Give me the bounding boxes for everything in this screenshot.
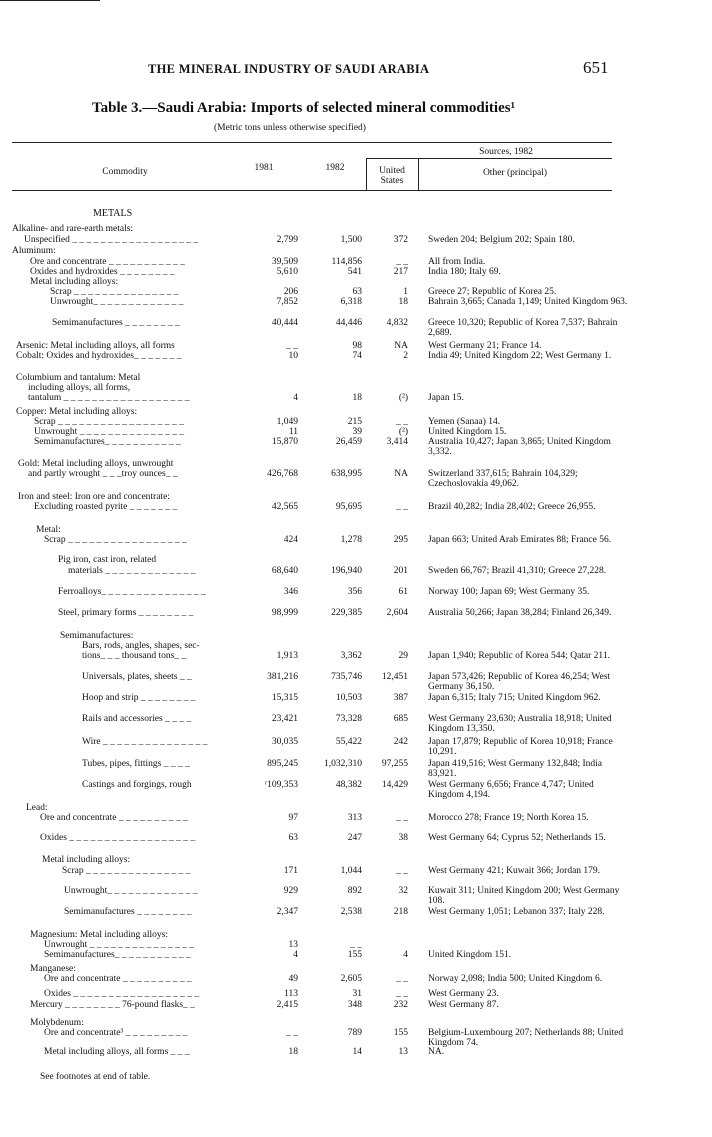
other-sources: Sweden 204; Belgium 202; Spain 180. (428, 235, 575, 245)
value-us: 2,604 (386, 608, 408, 618)
header-1982: 1982 (325, 163, 345, 173)
header-rule-bottom (12, 190, 612, 191)
commodity-metal-including-alloys: Metal including alloys: (42, 855, 131, 865)
value-1981: 15,315 (271, 693, 298, 703)
value-1981: 15,870 (271, 437, 298, 447)
value-1981: 424 (283, 535, 298, 545)
value-1982: 348 (347, 1000, 362, 1010)
value-1981: 98,999 (271, 608, 298, 618)
value-1982: 789 (347, 1028, 362, 1038)
commodity-ore-and-concentrate: Ore and concentrate _ _ _ _ _ _ _ _ _ _ _ (30, 257, 185, 267)
value-us: 232 (393, 1000, 408, 1010)
value-1981: 23,421 (271, 714, 298, 724)
value-1981: 7,852 (276, 297, 298, 307)
value-1982: 1,278 (340, 535, 362, 545)
value-us: _ _ (396, 974, 408, 984)
running-title: THE MINERAL INDUSTRY OF SAUDI ARABIA (148, 62, 430, 76)
other-sources: Brazil 40,282; India 28,402; Greece 26,955. (428, 502, 596, 512)
value-1982: 63 (352, 287, 362, 297)
other-sources: Japan 1,940; Republic of Korea 544; Qatar 211. (428, 651, 610, 661)
commodity-copper-metal-including-alloys: Copper: Metal including alloys: (16, 407, 138, 417)
other-sources: Yemen (Sanaa) 14. (428, 417, 501, 427)
other-sources: Japan 573,426; Republic of Korea 46,254; West Germany 36,150. (428, 672, 611, 693)
value-1981: 2,799 (276, 235, 298, 245)
value-us: 13 (398, 1047, 408, 1057)
other-sources: Norway 100; Japan 69; West Germany 35. (428, 587, 590, 597)
value-us: NA (394, 341, 408, 351)
value-us: 32 (398, 886, 408, 896)
value-1982: 215 (347, 417, 362, 427)
header-us: United States (379, 166, 405, 187)
value-1981: 171 (283, 866, 298, 876)
commodity-universals-plates-sheets: Universals, plates, sheets _ _ (82, 672, 192, 682)
commodity-ore-and-concentrate: Ore and concentrate³ _ _ _ _ _ _ _ _ _ (44, 1028, 188, 1038)
top-rule (0, 0, 100, 1)
header-other: Other (principal) (482, 168, 548, 178)
value-us: _ _ (396, 866, 408, 876)
page-number: 651 (583, 58, 609, 77)
commodity-tantalum: tantalum _ _ _ _ _ _ _ _ _ _ _ _ _ _ _ _ _ _ (28, 393, 190, 403)
value-us: 1 (403, 287, 408, 297)
value-us: _ _ (396, 813, 408, 823)
commodity-materials: materials _ _ _ _ _ _ _ _ _ _ _ _ _ (68, 566, 196, 576)
value-us: 38 (398, 833, 408, 843)
value-us: 387 (393, 693, 408, 703)
value-1982: 98 (352, 341, 362, 351)
value-1982: _ _ (350, 940, 362, 950)
commodity-excluding-roasted-pyrite: Excluding roasted pyrite _ _ _ _ _ _ _ (34, 502, 178, 512)
value-1982: 6,318 (340, 297, 362, 307)
commodity-castings-and-forgings-rough: Castings and forgings, rough (82, 780, 192, 790)
commodity-arsenic-metal-including-alloys-all-forms: Arsenic: Metal including alloys, all forms (16, 341, 175, 351)
value-us: 155 (393, 1028, 408, 1038)
commodity-unspecified: Unspecified _ _ _ _ _ _ _ _ _ _ _ _ _ _ _ _ _ _ (24, 235, 199, 245)
commodity-manganese: Manganese: (30, 964, 76, 974)
commodity-tions-thousand-tons: tions_ _ _ thousand tons_ _ (82, 651, 187, 661)
value-1982: 229,385 (331, 608, 362, 618)
commodity-magnesium-metal-including-alloys: Magnesium: Metal including alloys: (30, 930, 168, 940)
commodity-including-alloys-all-forms: including alloys, all forms, (28, 383, 131, 393)
commodity-pig-iron-cast-iron-related: Pig iron, cast iron, related (58, 555, 157, 565)
value-1982: 541 (347, 267, 362, 277)
value-1982: 74 (352, 351, 362, 361)
value-us: 372 (393, 235, 408, 245)
value-us: 4,832 (386, 318, 408, 328)
other-sources: West Germany 23,630; Australia 18,918; United Kingdom 13,350. (428, 714, 612, 735)
other-sources: West Germany 6,656; France 4,747; United Kingdom 4,194. (428, 780, 594, 801)
value-us: 3,414 (386, 437, 408, 447)
commodity-ferroalloys: Ferroalloys_ _ _ _ _ _ _ _ _ _ _ _ _ _ _ (58, 587, 206, 597)
header-rule-top (12, 142, 612, 143)
commodity-scrap: Scrap _ _ _ _ _ _ _ _ _ _ _ _ _ _ _ (50, 287, 179, 297)
other-sources: Bahrain 3,665; Canada 1,149; United Kingdom 963. (428, 297, 628, 307)
other-sources: West Germany 421; Kuwait 366; Jordan 179. (428, 866, 601, 876)
value-1982: 10,503 (335, 693, 362, 703)
value-us: (²) (398, 393, 408, 403)
value-1981: 10 (288, 351, 298, 361)
value-1981: 113 (284, 989, 298, 999)
other-sources: Belgium-Luxembourg 207; Netherlands 88; United Kingdom 74. (428, 1028, 624, 1049)
value-1981: 206 (283, 287, 298, 297)
commodity-ore-and-concentrate: Ore and concentrate _ _ _ _ _ _ _ _ _ _ (40, 813, 188, 823)
other-sources: West Germany 87. (428, 1000, 499, 1010)
commodity-bars-rods-angles-shapes-sec: Bars, rods, angles, shapes, sec- (82, 641, 200, 651)
commodity-unwrought: Unwrought_ _ _ _ _ _ _ _ _ _ _ _ _ (50, 297, 184, 307)
value-1981: _ _ (286, 1028, 298, 1038)
value-us: _ _ (396, 257, 408, 267)
value-us: _ _ (396, 989, 408, 999)
value-1982: 44,446 (335, 318, 362, 328)
value-1982: 48,382 (335, 780, 362, 790)
value-us: _ _ (396, 502, 408, 512)
commodity-lead: Lead: (26, 803, 48, 813)
value-1981: 2,415 (276, 1000, 298, 1010)
commodity-unwrought: Unwrought _ _ _ _ _ _ _ _ _ _ _ _ _ _ _ (44, 940, 195, 950)
value-1982: 735,746 (331, 672, 362, 682)
value-us: 295 (393, 535, 408, 545)
value-1981: 4 (293, 950, 298, 960)
value-1981: 63 (288, 833, 298, 843)
commodity-molybdenum: Molybdenum: (30, 1018, 84, 1028)
table-subtitle: (Metric tons unless otherwise specified) (214, 123, 366, 133)
other-sources: Norway 2,098; India 500; United Kingdom 6. (428, 974, 603, 984)
commodity-iron-and-steel-iron-ore-and-concentrate: Iron and steel: Iron ore and concentrate: (18, 492, 170, 502)
value-1982: 155 (347, 950, 362, 960)
category-metals: METALS (93, 208, 133, 219)
value-1981: 381,216 (267, 672, 298, 682)
other-sources: United Kingdom 151. (428, 950, 512, 960)
sources-rule (366, 158, 612, 159)
other-sources: Japan 663; United Arab Emirates 88; France 56. (428, 535, 612, 545)
commodity-unwrought: Unwrought _ _ _ _ _ _ _ _ _ _ _ _ _ _ _ (34, 427, 185, 437)
value-1981: 30,035 (271, 737, 298, 747)
value-1981: 42,565 (271, 502, 298, 512)
value-us: 217 (393, 267, 408, 277)
value-1981: 40,444 (271, 318, 298, 328)
value-us: 242 (393, 737, 408, 747)
other-sources: Japan 15. (428, 393, 464, 403)
value-1982: 313 (347, 813, 362, 823)
commodity-tubes-pipes-fittings: Tubes, pipes, fittings _ _ _ _ (82, 759, 190, 769)
value-1982: 638,995 (331, 469, 362, 479)
value-us: (²) (398, 427, 408, 437)
other-sources: Kuwait 311; United Kingdom 200; West Germany 108. (428, 886, 620, 907)
commodity-unwrought: Unwrought_ _ _ _ _ _ _ _ _ _ _ _ _ (64, 886, 198, 896)
commodity-rails-and-accessories: Rails and accessories _ _ _ _ (82, 714, 192, 724)
commodity-metal-including-alloys-all-forms: Metal including alloys, all forms _ _ _ (44, 1047, 190, 1057)
commodity-semimanufactures: Semimanufactures_ _ _ _ _ _ _ _ _ _ _ (44, 950, 191, 960)
other-sources: Australia 10,427; Japan 3,865; United Kingdom 3,332. (428, 437, 611, 458)
value-us: 4 (403, 950, 408, 960)
commodity-ore-and-concentrate: Ore and concentrate _ _ _ _ _ _ _ _ _ _ (44, 974, 192, 984)
value-us: _ _ (396, 417, 408, 427)
value-1982: 1,032,310 (324, 759, 362, 769)
other-sources: West Germany 21; France 14. (428, 341, 542, 351)
value-1981: 346 (283, 587, 298, 597)
other-sources: Switzerland 337,615; Bahrain 104,329; Czechoslovakia 49,062. (428, 469, 578, 490)
commodity-wire: Wire _ _ _ _ _ _ _ _ _ _ _ _ _ _ _ (82, 737, 208, 747)
other-sources: All from India. (428, 257, 486, 267)
header-commodity: Commodity (102, 167, 148, 177)
footnote: See footnotes at end of table. (40, 1072, 151, 1082)
value-1982: 1,044 (340, 866, 362, 876)
value-1982: 247 (347, 833, 362, 843)
value-us: 685 (393, 714, 408, 724)
commodity-aluminum: Aluminum: (12, 246, 56, 256)
commodity-mercury-76-pound-flasks: Mercury _ _ _ _ _ _ _ _ 76-pound flasks_ _ (30, 1000, 195, 1010)
value-1981: 2,347 (276, 907, 298, 917)
value-1982: 356 (347, 587, 362, 597)
value-1982: 55,422 (335, 737, 362, 747)
value-us: 61 (398, 587, 408, 597)
header-sources: Sources, 1982 (479, 147, 533, 157)
commodity-cobalt-oxides-and-hydroxides: Cobalt: Oxides and hydroxides_ _ _ _ _ _ _ (16, 351, 182, 361)
table-title: Table 3.—Saudi Arabia: Imports of selected mineral commodities¹ (92, 100, 516, 116)
other-sources: Greece 27; Republic of Korea 25. (428, 287, 557, 297)
other-sources: India 49; United Kingdom 22; West Germany 1. (428, 351, 612, 361)
other-sources: Greece 10,320; Republic of Korea 7,537; Bahrain 2,689. (428, 318, 618, 339)
value-1982: 2,538 (340, 907, 362, 917)
commodity-hoop-and-strip: Hoop and strip _ _ _ _ _ _ _ _ (82, 693, 196, 703)
commodity-metal-including-alloys: Metal including alloys: (30, 277, 119, 287)
commodity-semimanufactures: Semimanufactures _ _ _ _ _ _ _ _ (64, 907, 192, 917)
value-1982: 1,500 (340, 235, 362, 245)
other-sources: United Kingdom 15. (428, 427, 507, 437)
other-sources: West Germany 1,051; Lebanon 337; Italy 228. (428, 907, 605, 917)
value-us: 97,255 (381, 759, 408, 769)
value-1982: 892 (347, 886, 362, 896)
value-1982: 14 (352, 1047, 362, 1057)
commodity-scrap: Scrap _ _ _ _ _ _ _ _ _ _ _ _ _ _ _ _ _ (44, 535, 187, 545)
header-1981: 1981 (254, 163, 274, 173)
commodity-alkaline-and-rare-earth-metals: Alkaline- and rare-earth metals: (12, 224, 134, 234)
value-us: 14,429 (381, 780, 408, 790)
value-1982: 39 (352, 427, 362, 437)
value-us: NA (394, 469, 408, 479)
value-1981: 1,913 (276, 651, 298, 661)
other-sources: Australia 50,266; Japan 38,284; Finland 26,349. (428, 608, 612, 618)
other-sources: Japan 17,879; Republic of Korea 10,918; France 10,291. (428, 737, 613, 758)
value-1981: _ _ (286, 341, 298, 351)
commodity-metal: Metal: (36, 525, 61, 535)
value-us: 2 (403, 351, 408, 361)
value-us: 218 (393, 907, 408, 917)
value-1981: 18 (288, 1047, 298, 1057)
value-us: 201 (393, 566, 408, 576)
value-1981: 4 (293, 393, 298, 403)
other-sources: Sweden 66,767; Brazil 41,310; Greece 27,228. (428, 566, 607, 576)
value-1981: 13 (288, 940, 298, 950)
value-1982: 3,362 (340, 651, 362, 661)
value-us: 12,451 (381, 672, 408, 682)
commodity-scrap: Scrap _ _ _ _ _ _ _ _ _ _ _ _ _ _ _ (62, 866, 191, 876)
commodity-semimanufactures: Semimanufactures _ _ _ _ _ _ _ _ (52, 318, 180, 328)
value-1982: 114,856 (331, 257, 362, 267)
value-1982: 73,328 (335, 714, 362, 724)
value-us: 29 (398, 651, 408, 661)
value-1981: 49 (288, 974, 298, 984)
value-1981: 1,049 (276, 417, 298, 427)
commodity-oxides-and-hydroxides: Oxides and hydroxides _ _ _ _ _ _ _ _ (30, 267, 175, 277)
commodity-columbium-and-tantalum-metal: Columbium and tantalum: Metal (16, 373, 141, 383)
other-sources: Japan 6,315; Italy 715; United Kingdom 962. (428, 693, 601, 703)
commodity-semimanufactures: Semimanufactures_ _ _ _ _ _ _ _ _ _ _ (34, 437, 181, 447)
other-sources: West Germany 23. (428, 989, 499, 999)
commodity-semimanufactures: Semimanufactures: (60, 631, 134, 641)
commodity-scrap: Scrap _ _ _ _ _ _ _ _ _ _ _ _ _ _ _ _ _ _ (34, 417, 184, 427)
value-1982: 2,605 (340, 974, 362, 984)
value-1981: ʳ109,353 (265, 780, 298, 790)
other-col-divider (418, 158, 419, 190)
value-1981: 5,610 (276, 267, 298, 277)
value-1981: 426,768 (267, 469, 298, 479)
value-1982: 196,940 (331, 566, 362, 576)
commodity-and-partly-wrought-troy-ounces: and partly wrought _ _ _troy ounces_ _ (28, 469, 178, 479)
value-1981: 11 (288, 427, 298, 437)
value-1982: 95,695 (335, 502, 362, 512)
value-1981: 97 (288, 813, 298, 823)
other-sources: NA. (428, 1047, 445, 1057)
value-1981: 39,509 (271, 257, 298, 267)
value-us: 18 (398, 297, 408, 307)
commodity-gold-metal-including-alloys-unwrought: Gold: Metal including alloys, unwrought (18, 459, 174, 469)
commodity-oxides: Oxides _ _ _ _ _ _ _ _ _ _ _ _ _ _ _ _ _ _ (40, 833, 196, 843)
other-sources: Japan 419,516; West Germany 132,848; India 83,921. (428, 759, 602, 780)
value-1981: 68,640 (271, 566, 298, 576)
commodity-oxides: Oxides _ _ _ _ _ _ _ _ _ _ _ _ _ _ _ _ _ _ (44, 989, 200, 999)
value-1982: 31 (352, 989, 362, 999)
commodity-steel-primary-forms: Steel, primary forms _ _ _ _ _ _ _ _ (58, 608, 194, 618)
other-sources: West Germany 64; Cyprus 52; Netherlands 15. (428, 833, 606, 843)
value-1982: 26,459 (335, 437, 362, 447)
value-1981: 895,245 (267, 759, 298, 769)
other-sources: Morocco 278; France 19; North Korea 15. (428, 813, 589, 823)
value-1981: 929 (283, 886, 298, 896)
other-sources: India 180; Italy 69. (428, 267, 501, 277)
value-1982: 18 (352, 393, 362, 403)
